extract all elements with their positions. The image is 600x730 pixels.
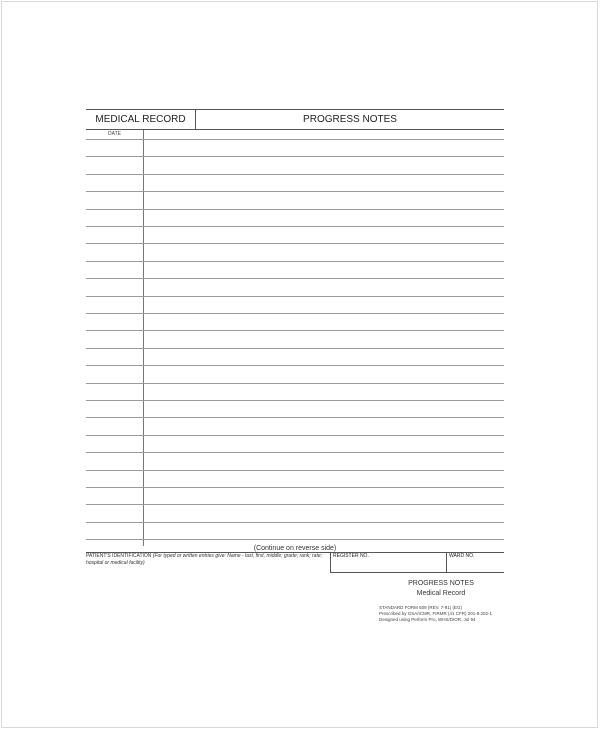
- prescribed-by: Prescribed by GSA/ICMR, FIRMR (41 CFR) 201-9.202-1: [379, 611, 493, 616]
- note-row-line[interactable]: [86, 417, 504, 418]
- note-row-line[interactable]: [86, 383, 504, 384]
- ward-no-box[interactable]: [446, 552, 504, 572]
- date-column-label: DATE: [108, 131, 121, 137]
- note-row-line[interactable]: [86, 330, 504, 331]
- note-row-line[interactable]: [86, 296, 504, 297]
- note-row-line[interactable]: [86, 174, 504, 175]
- note-row-line[interactable]: [86, 191, 504, 192]
- note-row-line[interactable]: [86, 156, 504, 157]
- note-row-line[interactable]: [86, 452, 504, 453]
- form-header: [86, 109, 504, 130]
- register-no-label: REGISTER NO.: [333, 553, 369, 559]
- note-row-line[interactable]: [86, 470, 504, 471]
- form-id: STANDARD FORM 509 (REV. 7-91) (EG): [379, 605, 463, 610]
- footer-subtitle: Medical Record: [416, 590, 466, 597]
- designed-by: Designed using Perform Pro, WHS/DIOR, Jul 94: [379, 617, 476, 622]
- note-row-line[interactable]: [86, 278, 504, 279]
- note-row-line[interactable]: [86, 539, 504, 540]
- register-no-box[interactable]: [330, 552, 446, 572]
- progress-notes-title: PROGRESS NOTES: [303, 114, 397, 125]
- patient-id-note: (For typed or written entries give: Name - last, first, middle; grade; rank; rate; hospital or medical facility): [86, 553, 323, 566]
- note-row-line[interactable]: [86, 435, 504, 436]
- date-column-divider: [143, 130, 144, 546]
- note-row-line[interactable]: [86, 243, 504, 244]
- form-small-print: [379, 605, 509, 623]
- patient-id-label: PATIENT'S IDENTIFICATION: [86, 553, 152, 559]
- note-row-line[interactable]: [86, 487, 504, 488]
- patient-identification: [86, 553, 330, 567]
- note-row-line[interactable]: [86, 504, 504, 505]
- footer-title-block: [376, 579, 506, 599]
- medical-record-title: MEDICAL RECORD: [86, 110, 196, 129]
- ward-no-label: WARD NO.: [449, 553, 475, 559]
- note-row-line[interactable]: [86, 348, 504, 349]
- id-box-bottom-line: [330, 572, 504, 573]
- footer-title: PROGRESS NOTES: [408, 580, 474, 587]
- note-row-line[interactable]: [86, 261, 504, 262]
- note-row-line[interactable]: [86, 400, 504, 401]
- note-row-line[interactable]: [86, 139, 504, 140]
- continue-note: (Continue on reverse side): [253, 545, 337, 552]
- note-row-line[interactable]: [86, 365, 504, 366]
- note-row-line[interactable]: [86, 209, 504, 210]
- note-row-line[interactable]: [86, 226, 504, 227]
- note-row-line[interactable]: [86, 522, 504, 523]
- note-row-line[interactable]: [86, 313, 504, 314]
